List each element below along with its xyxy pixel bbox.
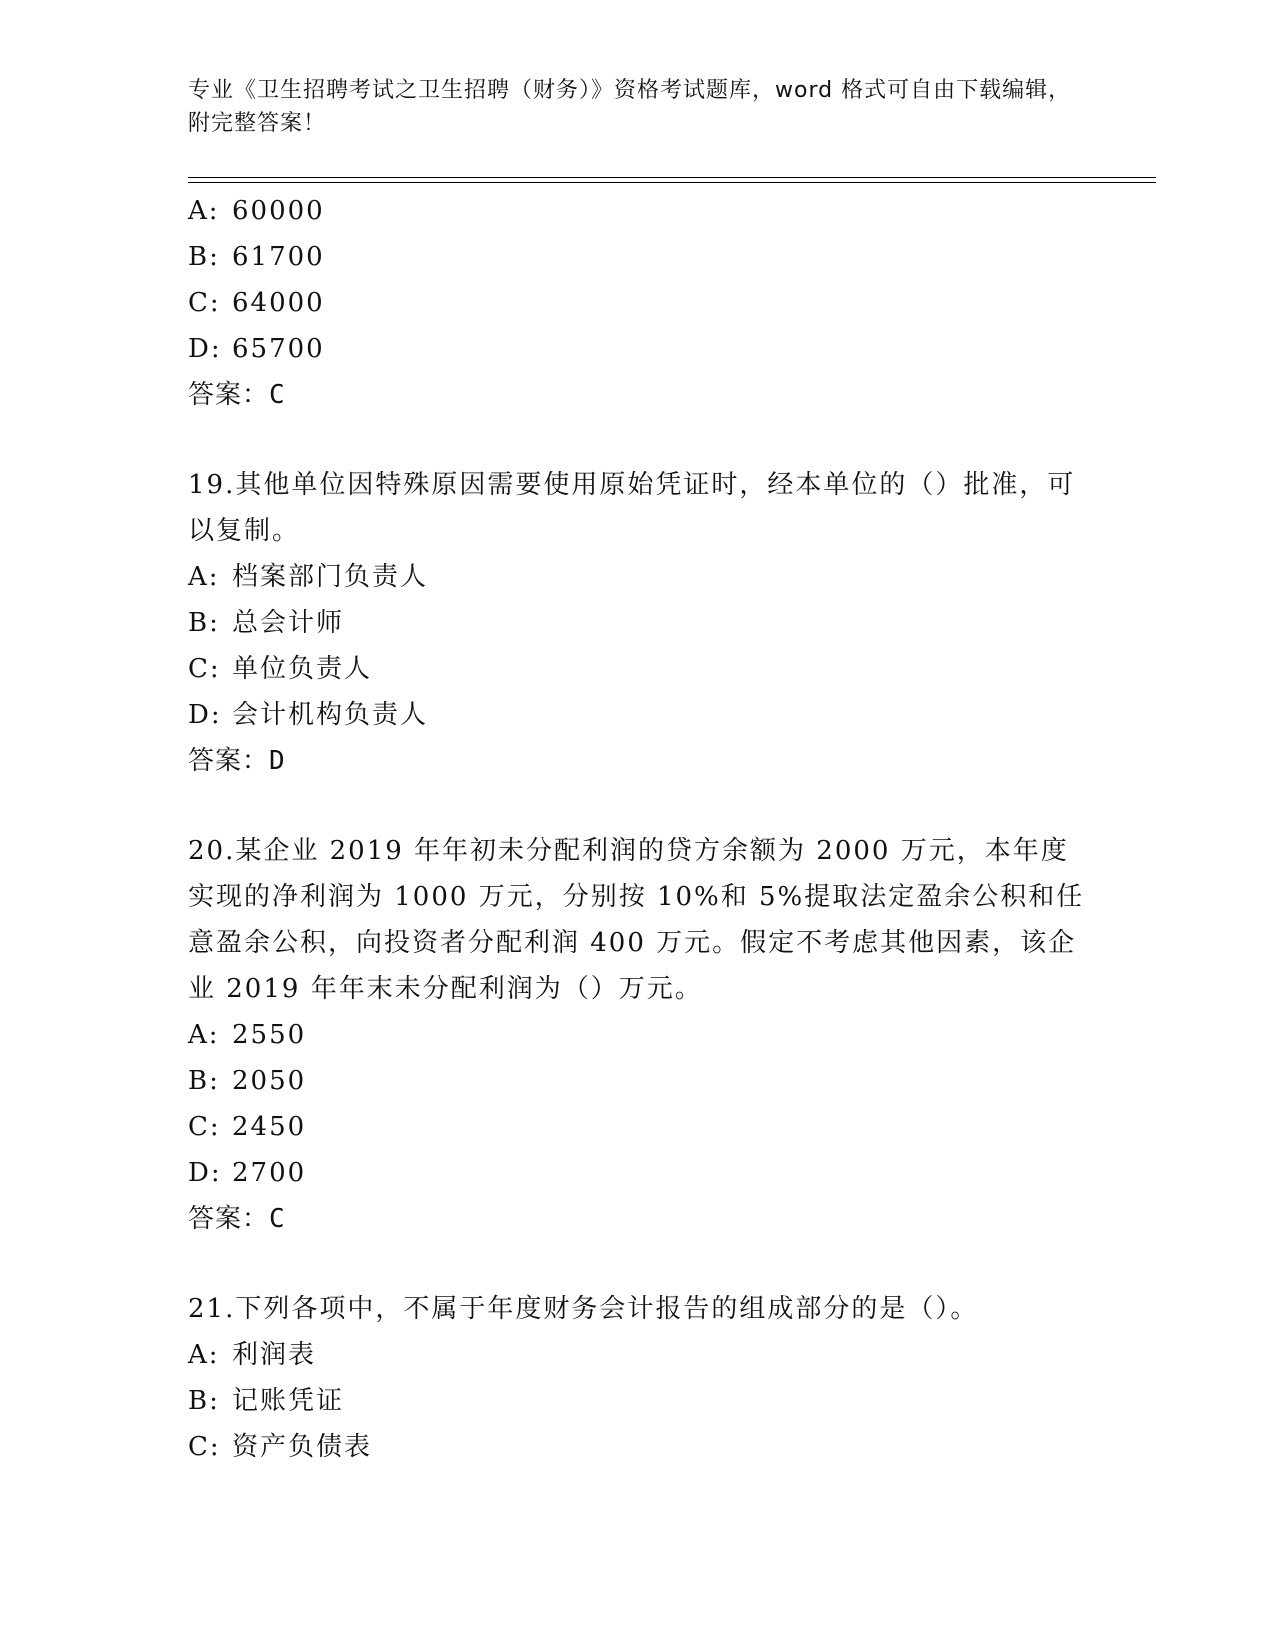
- answer-line: 答案：D: [188, 746, 286, 776]
- option-a: A: 2550: [188, 1020, 307, 1050]
- option-b: B: 2050: [188, 1066, 307, 1096]
- option-d: D: 2700: [188, 1158, 307, 1188]
- question-19: [188, 462, 1088, 784]
- question-text: 21.下列各项中，不属于年度财务会计报告的组成部分的是（）。: [188, 1294, 979, 1324]
- option-a: A: 利润表: [188, 1340, 317, 1370]
- header-divider-top: [188, 177, 1156, 178]
- answer-line: 答案：C: [188, 1204, 286, 1234]
- option-c: C: 2450: [188, 1112, 307, 1142]
- question-list: [188, 188, 1088, 1470]
- header-divider-bottom: [188, 182, 1156, 183]
- answer-value: C: [269, 1204, 286, 1234]
- option-d: D: 会计机构负责人: [188, 700, 429, 730]
- option-b: B: 总会计师: [188, 608, 345, 638]
- question-20: [188, 828, 1088, 1242]
- answer-value: D: [269, 746, 286, 776]
- option-b: B: 61700: [188, 242, 325, 272]
- header-text: 专业《卫生招聘考试之卫生招聘（财务）》资格考试题库，word 格式可自由下载编辑，附完整答案！: [188, 78, 1072, 136]
- question-text: 20.某企业 2019 年年初未分配利润的贷方余额为 2000 万元，本年度实现的净利润为 1000 万元，分别按 10%和 5%提取法定盈余公积和任意盈余公积，向投资者分配利润 400 万元。假定不考虑其他因素，该企业 2019 年年末未分配利润为（）万元。: [188, 836, 1085, 1004]
- answer-value: C: [269, 380, 286, 410]
- option-b: B: 记账凭证: [188, 1386, 345, 1416]
- question-21: [188, 1286, 1088, 1470]
- question-18: [188, 188, 1088, 418]
- option-a: A: 档案部门负责人: [188, 562, 429, 592]
- option-c: C: 资产负债表: [188, 1432, 373, 1462]
- option-c: C: 单位负责人: [188, 654, 373, 684]
- question-text: 19.其他单位因特殊原因需要使用原始凭证时，经本单位的（）批准，可以复制。: [188, 470, 1076, 546]
- document-header: [188, 74, 1088, 140]
- answer-line: 答案：C: [188, 380, 286, 410]
- option-c: C: 64000: [188, 288, 325, 318]
- option-a: A: 60000: [188, 196, 325, 226]
- option-d: D: 65700: [188, 334, 325, 364]
